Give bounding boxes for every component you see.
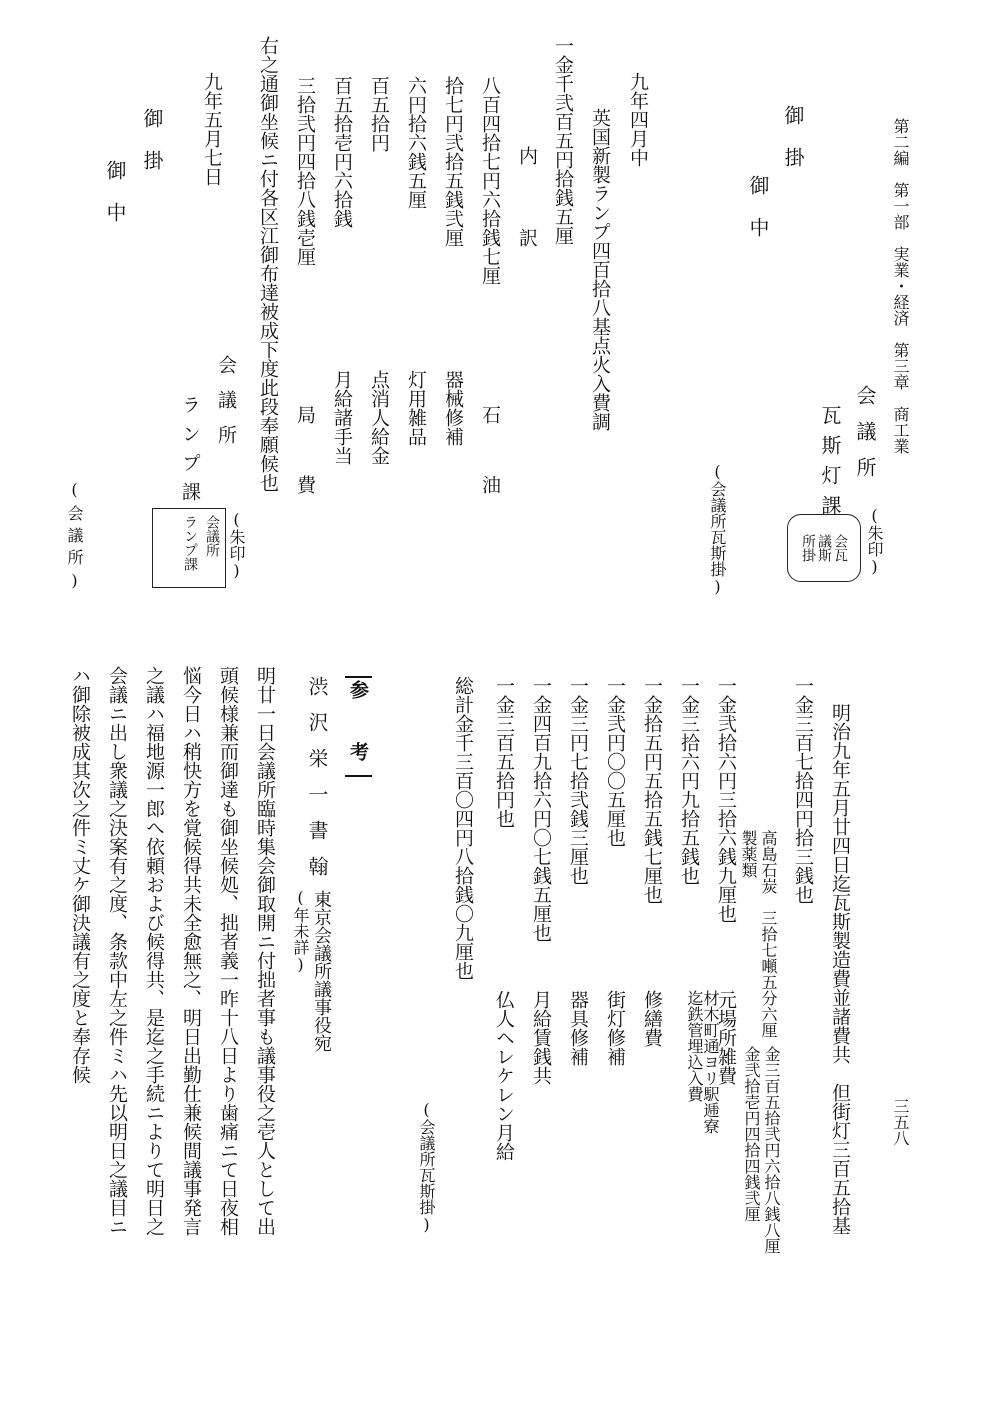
addressee-kakari: 御掛 — [781, 105, 805, 189]
source-note: (会議所瓦斯掛) — [417, 1100, 436, 1234]
line-desc: 修繕費 — [641, 990, 663, 1047]
sanko-heading: 参 考 — [345, 676, 372, 777]
sender-lamp-ka: ランプ課 — [179, 395, 201, 511]
line-sub: 高島石炭 三拾七噸五分六厘 — [759, 830, 778, 1038]
uchiwake-label: 内 訳 — [516, 146, 538, 269]
seal-line: 所掛 — [800, 534, 816, 562]
item-desc: 局 費 — [294, 405, 316, 510]
line-amount: 一金弐円〇〇五厘也 — [604, 676, 626, 847]
source-note: (会議所瓦斯掛) — [708, 462, 727, 596]
line-sub2: 製薬類 — [739, 830, 758, 878]
addressee-onchu: 御中 — [746, 175, 770, 259]
line-desc: 月給賃銭共 — [530, 990, 552, 1085]
doc3-title: 明治九年五月廿四日迄瓦斯製造費並諸費共 但街灯三百五拾基 — [829, 703, 851, 1235]
doc-date: 九年四月中 — [627, 72, 649, 167]
line-amount: 一金弐拾六円三拾六銭九厘也 — [715, 676, 737, 923]
letter-body-line: 会議ニ出し衆議之決案有之度、条款中左之件ミハ先以明日之議目ニ — [106, 666, 128, 1236]
item-amount: 百五拾円 — [368, 76, 390, 152]
sender-gasu-ka: 瓦斯灯課 — [818, 405, 842, 525]
item-desc: 点消人給金 — [368, 370, 390, 465]
line-price: 金弐拾壱円四拾四銭弐厘 — [742, 1046, 761, 1222]
line-amount: 一金三拾六円九拾五銭也 — [678, 676, 700, 885]
seal-note: (朱印) — [865, 506, 884, 576]
line-amount: 一金三百七拾四円拾三銭也 — [792, 676, 814, 904]
line-amount: 一金拾五円五拾五銭七厘也 — [641, 676, 663, 904]
item-amount: 三拾弐円四拾八銭壱厘 — [294, 76, 316, 266]
item-desc: 石 油 — [479, 405, 501, 510]
gasu-seal — [787, 514, 861, 582]
item-amount: 百五拾壱円六拾銭 — [331, 76, 353, 228]
addressee-kakari: 御掛 — [140, 108, 164, 192]
line-desc: 器具修補 — [567, 990, 589, 1066]
item-desc: 灯用雑品 — [405, 370, 427, 446]
item-desc: 器械修補 — [442, 370, 464, 446]
letter-author: 渋沢栄一書翰 — [305, 676, 329, 892]
doc-date2: 九年五月七日 — [201, 72, 223, 186]
letter-body-line: 明廿一日会議所臨時集会御取開ニ付拙者事も議事役之壱人として出 — [254, 666, 276, 1236]
letter-body-line: ハ御除被成其次之件ミ丈ケ御決議有之度と奉存候 — [69, 666, 91, 1084]
line-desc: 街灯修補 — [604, 990, 626, 1066]
closing-line: 右之通御坐候ニ付各区江御布達被成下度此段奉願候也 — [257, 36, 279, 492]
sender-kaigisho: 会議所 — [215, 355, 237, 460]
page-number: 三五八 — [891, 1098, 910, 1146]
sender-kaigisho: 会議所 — [853, 385, 877, 493]
line-desc: 仏人ヘレケレン月給 — [493, 990, 515, 1161]
line-amount: 一金三百五拾円也 — [493, 676, 515, 828]
letter-body-line: 悩今日ハ稍快方を覚候得共未全愈無之、明日出勤仕兼候間議事発言 — [180, 666, 202, 1236]
grand-total: 総計金千三百〇四円八拾銭〇九厘也 — [452, 676, 474, 980]
item-amount: 拾七円弐拾五銭弐厘 — [442, 76, 464, 247]
line-desc: 材木町通ヨリ駅逓寮迄鉄管埋込入費 — [685, 990, 720, 1134]
seal-note: (朱印) — [227, 510, 246, 580]
line-amount: 一金四百九拾六円〇七銭五厘也 — [530, 676, 552, 942]
addressee-onchu: 御中 — [103, 160, 127, 244]
seal-line: ランプ課 — [182, 515, 198, 571]
seal-line: 議斯 — [816, 534, 832, 562]
source-note: (会議所) — [65, 480, 84, 596]
running-title: 第二編 第一部 実業・経済 第三章 商工業 — [891, 118, 910, 454]
letter-year-note: (年未詳) — [291, 888, 310, 974]
item-amount: 八百四拾七円六拾銭七厘 — [479, 76, 501, 285]
item-desc: 月給諸手当 — [331, 370, 353, 465]
letter-body-line: 頭候様兼而御達も御坐候処、拙者義一昨十八日より歯痛ニて日夜相 — [217, 666, 239, 1236]
seal-line: 会瓦 — [832, 534, 848, 562]
item-amount: 六円拾六銭五厘 — [405, 76, 427, 209]
doc-total: 一金千弐百五円拾銭五厘 — [552, 36, 574, 245]
line-price: 金三百五拾弐円六拾八銭八厘 — [762, 1046, 781, 1254]
doc-title: 英国新製ランプ四百拾八基点火入費調 — [589, 108, 611, 431]
lamp-seal — [152, 508, 226, 588]
line-amount: 一金三円七拾弐銭三厘也 — [567, 676, 589, 885]
line-desc: 元場所雑費 — [715, 990, 737, 1085]
seal-line: 会議所 — [204, 515, 220, 557]
letter-recipient: 東京会議所議事役宛 — [311, 890, 332, 1052]
letter-body-line: 之議ハ福地源一郎へ依頼および候得共、是迄之手続ニよりて明日之 — [143, 666, 165, 1236]
